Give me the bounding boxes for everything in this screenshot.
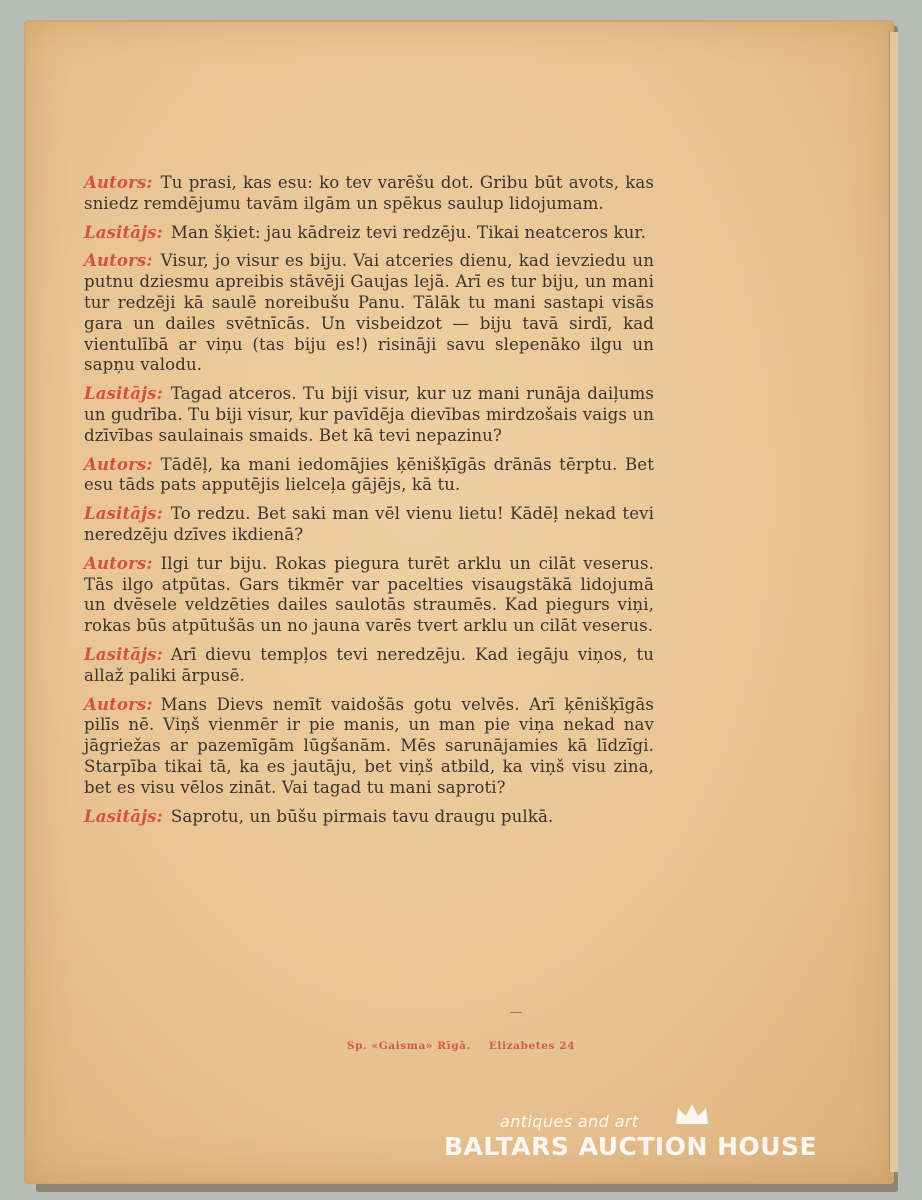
speaker-label: Lasitājs:	[84, 805, 163, 826]
dialogue-turn	[84, 454, 654, 497]
turn-text: Tu prasi, kas esu: ko tev varēšu dot. Gribu būt avots, kas sniedz remdējumu tavām ilgām un spēkus saulup lidojumam.	[84, 173, 654, 213]
turn-text: Arī dievu tempļos tevi neredzēju. Kad iegāju viņos, tu allaž paliki ārpusē.	[84, 644, 654, 685]
dialogue-turn	[84, 644, 654, 687]
dialogue-turn	[84, 172, 654, 215]
dialogue-turn	[84, 806, 654, 828]
turn-text: Tagad atceros. Tu biji visur, kur uz mani runāja daiļums un gudrība. Tu biji visur, kur pavīdēja dievības mirdzošais vaigs un dzīvības saulainais smaids. Bet kā tevi nepazinu?	[84, 384, 654, 445]
dialogue-turn	[84, 503, 654, 546]
speaker-label: Autors:	[84, 552, 153, 573]
dialogue-turn	[84, 222, 654, 244]
speaker-label: Lasitājs:	[84, 383, 163, 404]
speaker-label: Lasitājs:	[84, 643, 163, 664]
turn-text: Man šķiet: jau kādreiz tevi redzēju. Tikai neatceros kur.	[170, 222, 646, 242]
turn-text: Tādēļ, ka mani iedomājies ķēnišķīgās drānās tērptu. Bet esu tāds pats apputējis lielceļa gājējs, kā tu.	[84, 454, 654, 495]
turn-text: Ilgi tur biju. Rokas piegura turēt arklu un cilāt veserus. Tās ilgo atpūtas. Gars tikmēr var pacelties visaugstākā lidojumā un dvēsele veldzēties dailes saulotās straumēs. Kad piegurs viņi, rokas būs atpūtušās un no jauna varēs tvert arklu un cilāt veserus.	[84, 553, 654, 636]
turn-text: Mans Dievs nemīt vaidošās gotu velvēs. Arī ķēnišķīgās pilīs nē. Viņš vienmēr ir pie manis, un man pie viņa nekad nav jāgriežas ar pazemīgām lūgšanām. Mēs sarunājamies kā līdzīgi. Starpība tikai tā, ka es jautāju, bet viņš atbild, ka viņš visu zina, bet es visu vēlos zināt. Vai tagad tu mani saproti?	[84, 694, 654, 797]
auction-watermark	[444, 1112, 844, 1172]
crown-icon	[672, 1102, 712, 1126]
speaker-label: Lasitājs:	[84, 221, 163, 242]
imprint-publisher: Sp. «Gaisma» Rīgā.	[346, 1040, 471, 1052]
dialogue-turn	[84, 383, 654, 446]
speaker-label: Lasitājs:	[84, 503, 163, 524]
watermark-name: BALTARS AUCTION HOUSE	[444, 1132, 818, 1161]
speaker-label: Autors:	[84, 453, 153, 474]
speaker-label: Autors:	[84, 693, 153, 714]
speaker-label: Autors:	[84, 250, 153, 271]
turn-text: Saprotu, un būšu pirmais tavu draugu pulkā.	[170, 806, 554, 826]
imprint-address: Elizabetes 24	[488, 1040, 576, 1052]
dialogue-turn	[84, 553, 654, 637]
dialogue-turn	[84, 250, 654, 376]
watermark-tagline: antiques and art	[500, 1112, 639, 1131]
dialogue-turn	[84, 694, 654, 799]
dialogue-text	[84, 172, 654, 834]
ornament-dash	[510, 1012, 522, 1013]
turn-text: To redzu. Bet saki man vēl vienu lietu! Kādēļ nekad tevi neredzēju dzīves ikdienā?	[84, 504, 654, 544]
turn-text: Visur, jo visur es biju. Vai atceries dienu, kad ievziedu un putnu dziesmu apreibis stāvēji Gaujas lejā. Arī es tur biju, un mani tur redzēji kā saulē noreibušu Panu. Tālāk tu mani sastapi visās gara un dailes svētnīcās. Un visbeidzot — biju tavā sirdī, kad vientulībā ar viņu (tas biju es!) risināji savu slepenāko ilgu un sapņu valodu.	[84, 251, 654, 375]
speaker-label: Autors:	[84, 172, 153, 192]
printer-imprint	[0, 1040, 922, 1052]
